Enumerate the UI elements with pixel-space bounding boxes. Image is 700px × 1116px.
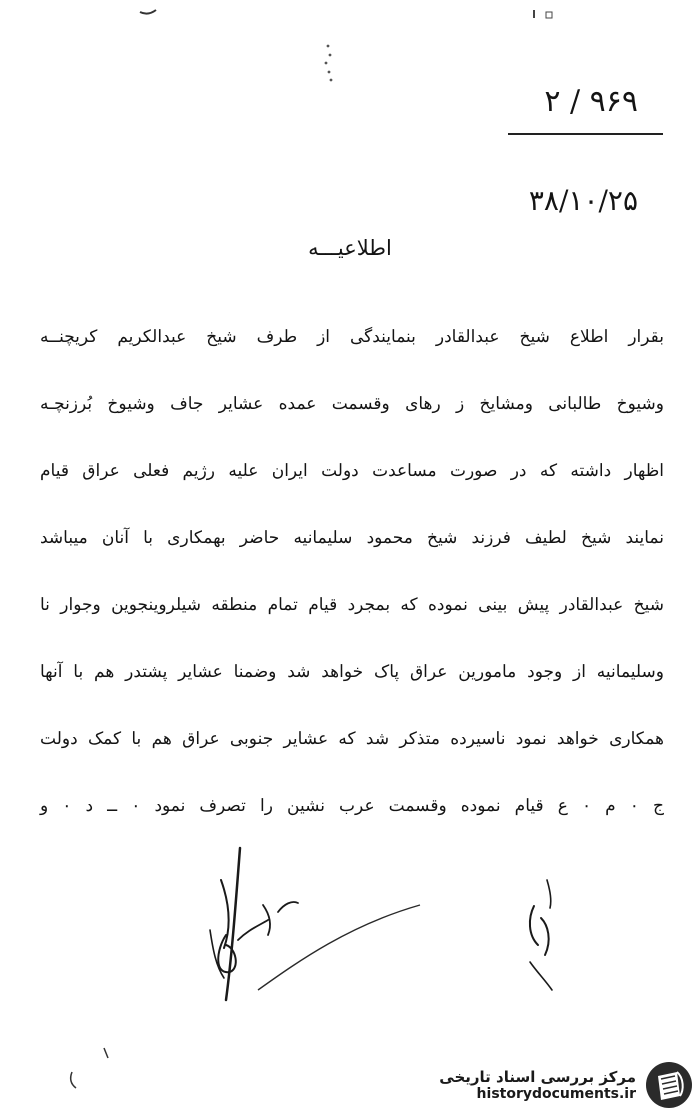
scan-mark-top-left [140, 10, 156, 14]
body-line: شیخ عبدالقادر پیش بینی نموده که بمجرد قیام تمام منطقه شیلروینجوین وجوار نا [40, 595, 664, 615]
scan-mark-bottom-left [71, 1048, 108, 1088]
body-line: وسلیمانیه از وجود مامورین عراق پاک خواهد شد وضمنا عشایر پشتدر هم با آنها [40, 662, 664, 682]
watermark-url: historydocuments.ir [476, 1086, 636, 1102]
document-title: اطلاعیـــه [308, 236, 392, 260]
signature-left-icon [210, 848, 298, 1000]
reference-underline [508, 133, 663, 135]
dotted-stamp-mark [325, 45, 333, 82]
body-line: همکاری خواهد نمود ناسیرده متذکر شد که عشایر جنوبی عراق هم با کمک دولت [40, 729, 664, 749]
body-line: اظهار داشته که در صورت مساعدت دولت ایران علیه رژیم فعلی عراق قیام [40, 461, 664, 481]
pen-stroke [258, 905, 420, 990]
watermark-name: مرکز بررسی اسناد تاریخی [439, 1068, 636, 1086]
signature-right-icon [530, 880, 552, 990]
body-line: وشیوخ طالبانی ومشایخ ز رهای وقسمت عمده عشایر جاف وشیوخ بُرزنچـه [40, 394, 664, 414]
watermark-text [404, 1068, 636, 1102]
body-line: نمایند شیخ لطیف فرزند شیخ محمود سلیمانیه حاضر بهمکاری با آنان میباشد [40, 528, 664, 548]
body-line: بقرار اطلاع شیخ عبدالقادر بنمایندگی از طرف شیخ عبدالکریم کریچنــه [40, 327, 664, 347]
reference-number: ۲ / ۹۶۹ [544, 84, 638, 119]
archive-watermark [404, 1058, 694, 1112]
document-date: ۳۸/۱۰/۲۵ [528, 184, 638, 217]
body-line: ج ۰ م ۰ ع قیام نموده وقسمت عرب نشین را تصرف نمود ۰ ــ د ۰ و [40, 796, 664, 816]
scan-mark-top-right [533, 10, 552, 18]
document-body [40, 304, 664, 840]
archive-logo-icon [644, 1060, 694, 1110]
